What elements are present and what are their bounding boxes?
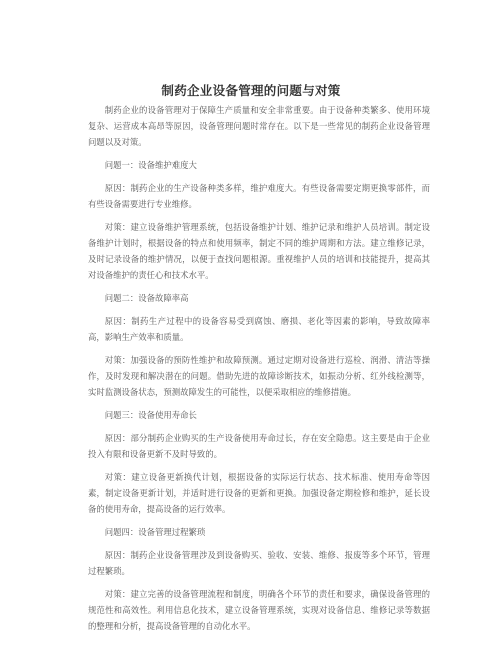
document-title: 制药企业设备管理的问题与对策	[161, 83, 341, 98]
issue-3-heading: 问题三：设备使用寿命长	[104, 410, 197, 420]
issue-3-solution: 对策：建立设备更新换代计划，根据设备的实际运行状态、技术标准、使用寿命等因素，制定设备更新计划，并适时进行设备的更新和更换。加强设备定期检修和维护，延长设备的使用寿命，提高设备的运行效率。	[88, 472, 430, 514]
issue-1-solution: 对策：建立设备维护管理系统，包括设备维护计划、维护记录和维护人员培训。制定设备维护计划时，根据设备的特点和使用频率，制定不同的维护周期和方法。建立维修记录，及时记录设备的维护情况，以便于查找问题根源。重视维护人员的培训和技能提升，提高其对设备维护的责任心和技术水平。	[88, 222, 430, 280]
issue-1-heading: 问题一：设备维护难度大	[104, 160, 197, 170]
issue-4-heading: 问题四：设备管理过程繁琐	[104, 527, 206, 537]
issue-1-cause: 原因：制药企业的生产设备种类多样，维护难度大。有些设备需要定期更换零部件，而有些设备需要进行专业维修。	[88, 183, 430, 209]
issue-2-heading: 问题二：设备故障率高	[104, 293, 189, 303]
intro-paragraph: 制药企业的设备管理对于保障生产质量和安全非常重要。由于设备种类繁多、使用环境复杂、运营成本高昂等原因，设备管理问题时常存在。以下是一些常见的制药企业设备管理问题以及对策。	[88, 105, 430, 147]
issue-4-cause: 原因：制药企业设备管理涉及到设备购买、验收、安装、维修、报废等多个环节，管理过程繁琐。	[88, 550, 430, 576]
issue-3-cause: 原因：部分制药企业购买的生产设备使用寿命过长，存在安全隐患。这主要是由于企业投入有限和设备更新不及时导致的。	[88, 433, 430, 459]
issue-2-cause: 原因：制药生产过程中的设备容易受到腐蚀、磨损、老化等因素的影响，导致故障率高，影响生产效率和质量。	[88, 316, 430, 342]
document-body	[88, 102, 430, 641]
issue-4-solution: 对策：建立完善的设备管理流程和制度，明确各个环节的责任和要求，确保设备管理的规范性和高效性。利用信息化技术，建立设备管理系统，实现对设备信息、维修记录等数据的整理和分析，提高设备管理的自动化水平。	[88, 589, 430, 631]
issue-2-solution: 对策：加强设备的预防性维护和故障预测。通过定期对设备进行巡检、润滑、清洁等操作，及时发现和解决潜在的问题。借助先进的故障诊断技术，如振动分析、红外线检测等，实时监测设备状态，预测故障发生的可能性，以便采取相应的维修措施。	[88, 355, 430, 397]
